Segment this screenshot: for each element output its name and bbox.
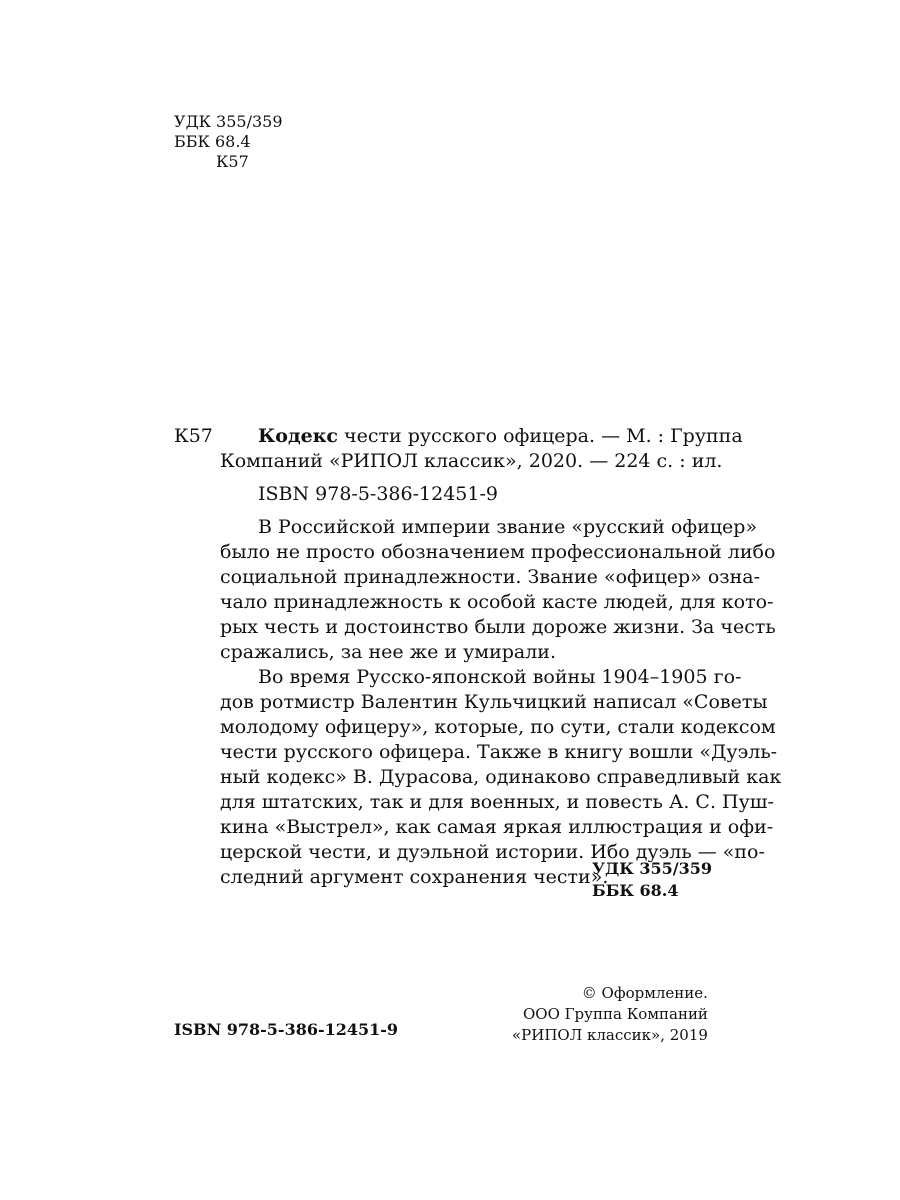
book-title-bold: Кодекс bbox=[258, 425, 338, 447]
annotation-line: следний аргумент сохранения чести». bbox=[220, 866, 609, 888]
catalog-entry bbox=[220, 424, 782, 890]
annotation-line: сражались, за нее же и умирали. bbox=[220, 641, 557, 663]
copyright-line-2: ООО Группа Компаний bbox=[522, 1005, 708, 1023]
card-author-mark: К57 bbox=[174, 425, 213, 447]
annotation-line: дов ротмистр Валентин Кульчицкий написал «Советы bbox=[220, 691, 768, 713]
author-mark: К57 bbox=[216, 152, 249, 171]
annotation-line: Во время Русско-японской войны 1904–1905 го- bbox=[258, 666, 742, 688]
copyright-line-3: «РИПОЛ классик», 2019 bbox=[512, 1026, 708, 1044]
book-title-line bbox=[220, 424, 743, 449]
isbn-bottom: ISBN 978-5-386-12451-9 bbox=[174, 1020, 399, 1039]
bbk-code-bottom: ББК 68.4 bbox=[592, 881, 679, 900]
classification-codes-top bbox=[174, 112, 283, 172]
book-title-rest: чести русского офицера. — М. : Группа bbox=[338, 425, 743, 447]
annotation-line: чести русского офицера. Также в книгу вошли «Дуэль- bbox=[220, 741, 778, 763]
annotation-paragraph-1 bbox=[220, 515, 776, 665]
copyright-line-1: © Оформление. bbox=[581, 984, 708, 1002]
bbk-code: ББК 68.4 bbox=[174, 132, 251, 151]
annotation-line: церской чести, и дуэльной истории. Ибо дуэль — «по- bbox=[220, 841, 765, 863]
annotation-line: чало принадлежность к особой касте людей, для кото- bbox=[220, 591, 774, 613]
annotation bbox=[220, 515, 782, 890]
book-imprint: Компаний «РИПОЛ классик», 2020. — 224 с. : ил. bbox=[220, 450, 723, 472]
udk-code: УДК 355/359 bbox=[174, 112, 283, 131]
annotation-line: было не просто обозначением профессиональной либо bbox=[220, 541, 776, 563]
udk-code-bottom: УДК 355/359 bbox=[592, 859, 712, 878]
copyright-notice bbox=[512, 983, 708, 1046]
isbn-entry: ISBN 978-5-386-12451-9 bbox=[258, 483, 498, 505]
annotation-line: социальной принадлежности. Звание «офицер» озна- bbox=[220, 566, 761, 588]
annotation-line: молодому офицеру», которые, по сути, стали кодексом bbox=[220, 716, 776, 738]
annotation-line: для штатских, так и для военных, и повесть А. С. Пуш- bbox=[220, 791, 774, 813]
annotation-line: В Российской империи звание «русский офицер» bbox=[258, 516, 758, 538]
annotation-line: кина «Выстрел», как самая яркая иллюстрация и офи- bbox=[220, 816, 774, 838]
annotation-line: ный кодекс» В. Дурасова, одинаково справедливый как bbox=[220, 766, 782, 788]
annotation-line: рых честь и достоинство были дороже жизни. За честь bbox=[220, 616, 776, 638]
classification-codes-bottom bbox=[592, 858, 712, 902]
annotation-paragraph-2 bbox=[220, 665, 782, 890]
